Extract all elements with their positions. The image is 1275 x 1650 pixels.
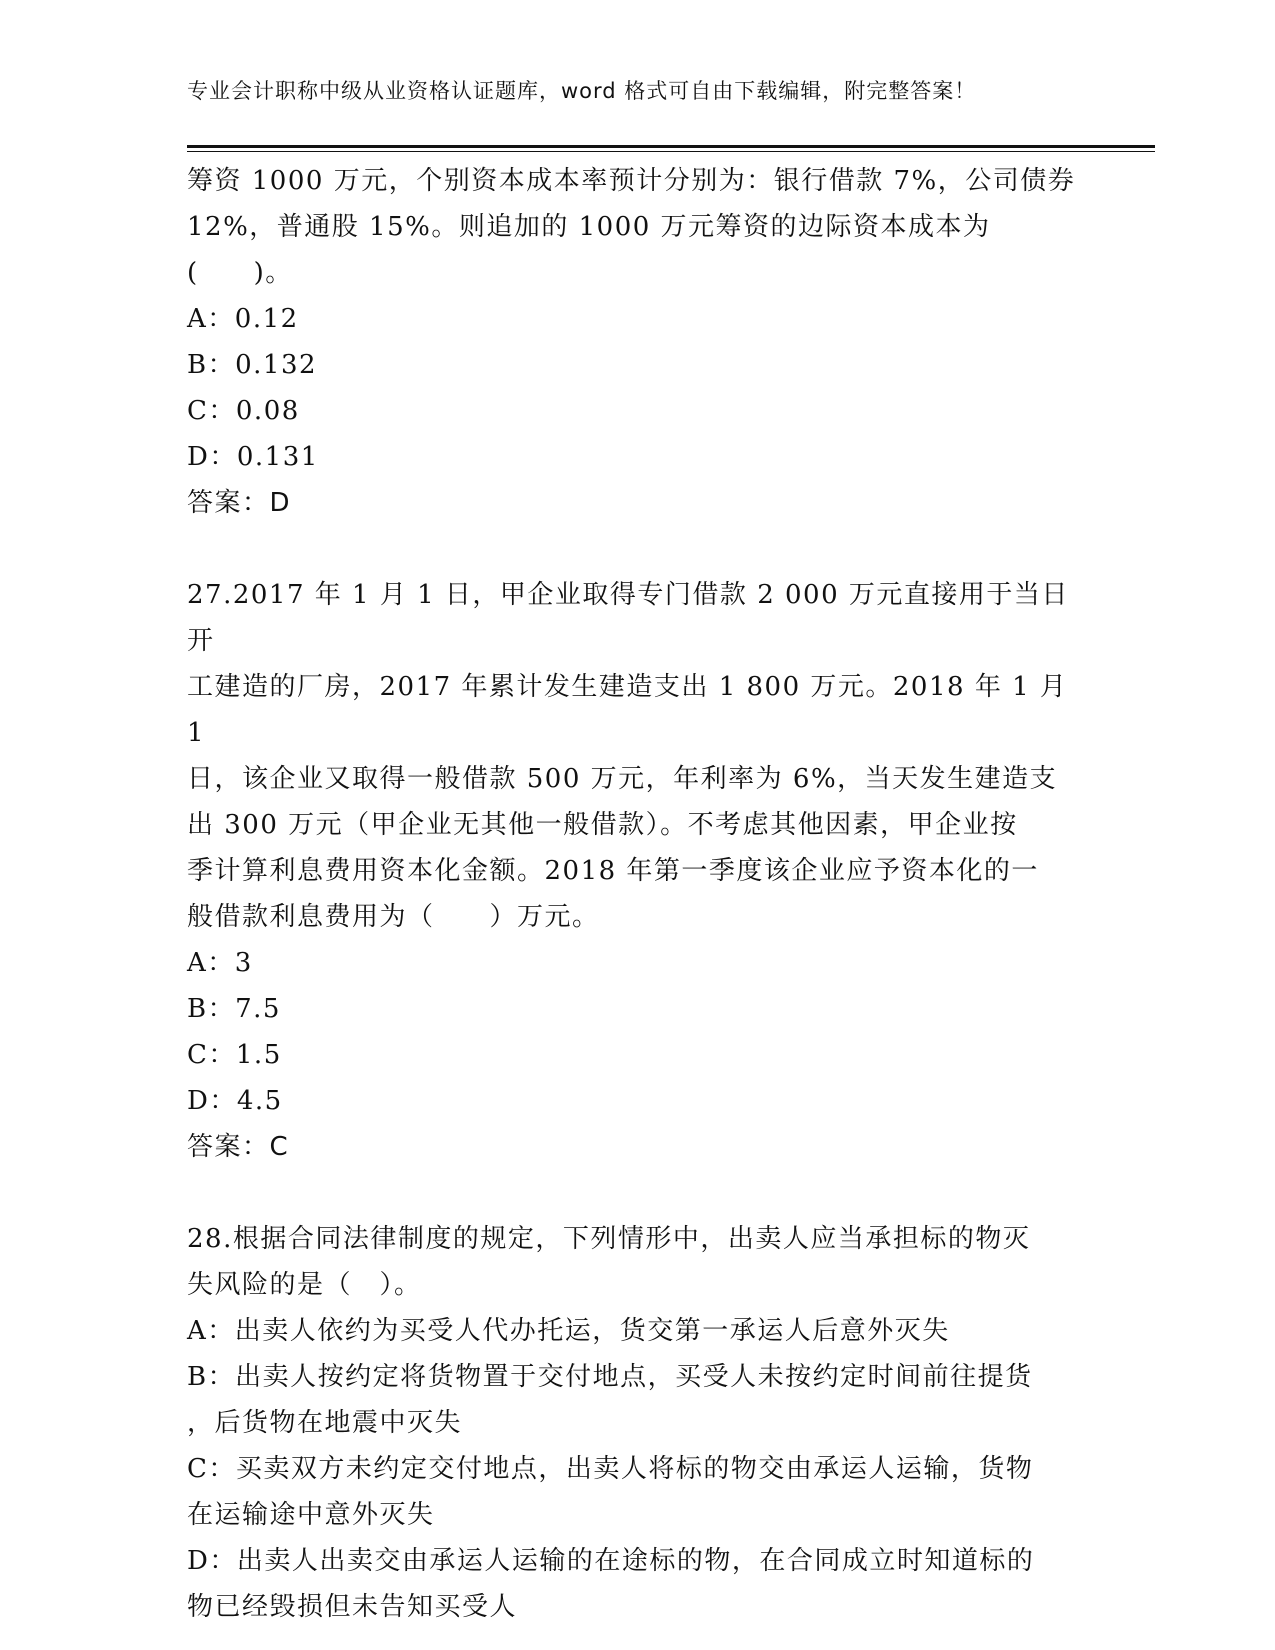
option-d: D：出卖人出卖交由承运人运输的在途标的物，在合同成立时知道标的: [187, 1546, 1035, 1576]
document-body: [187, 158, 1087, 1630]
option-d-continued: 物已经毁损但未告知买受人: [187, 1592, 518, 1622]
option-d: D：0.131: [187, 442, 319, 472]
question-text-line: 28.根据合同法律制度的规定，下列情形中，出卖人应当承担标的物灭: [187, 1224, 1031, 1254]
answer-line: 答案：D: [187, 488, 292, 518]
option-b: B：0.132: [187, 350, 318, 380]
option-c-continued: 在运输途中意外灭失: [187, 1500, 435, 1530]
option-b-continued: ，后货物在地震中灭失: [187, 1408, 463, 1438]
question-text-line: 12%，普通股 15%。则追加的 1000 万元筹资的边际资本成本为( )。: [187, 212, 991, 288]
question-text-line: 季计算利息费用资本化金额。2018 年第一季度该企业应予资本化的一: [187, 856, 1039, 886]
option-a: A：3: [187, 948, 253, 978]
option-c: C：0.08: [187, 396, 300, 426]
header-rule-thick: [187, 145, 1155, 148]
option-b: B：7.5: [187, 994, 281, 1024]
header-rule-thin: [187, 151, 1155, 152]
question-28: [187, 1216, 1087, 1630]
option-a: A：出卖人依约为买受人代办托运，货交第一承运人后意外灭失: [187, 1316, 950, 1346]
option-d: D：4.5: [187, 1086, 283, 1116]
question-text-line: 27.2017 年 1 月 1 日，甲企业取得专门借款 2 000 万元直接用于当日开: [187, 580, 1069, 656]
option-c: C：1.5: [187, 1040, 282, 1070]
question-text-line: 工建造的厂房，2017 年累计发生建造支出 1 800 万元。2018 年 1 月 1: [187, 672, 1068, 748]
question-text-line: 般借款利息费用为（ ）万元。: [187, 902, 600, 932]
question-26: [187, 158, 1087, 526]
spacer: [187, 1170, 1087, 1216]
question-text-line: 筹资 1000 万元，个别资本成本率预计分别为：银行借款 7%，公司债券: [187, 166, 1076, 196]
question-27: [187, 572, 1087, 1170]
question-text-line: 日，该企业又取得一般借款 500 万元，年利率为 6%，当天发生建造支: [187, 764, 1058, 794]
question-text-line: 出 300 万元（甲企业无其他一般借款）。不考虑其他因素，甲企业按: [187, 810, 1018, 840]
option-b: B：出卖人按约定将货物置于交付地点，买受人未按约定时间前往提货: [187, 1362, 1033, 1392]
spacer: [187, 526, 1087, 572]
option-c: C：买卖双方未约定交付地点，出卖人将标的物交由承运人运输，货物: [187, 1454, 1034, 1484]
question-text-line: 失风险的是（ ）。: [187, 1270, 422, 1300]
option-a: A：0.12: [187, 304, 299, 334]
page-header: 专业会计职称中级从业资格认证题库，word 格式可自由下载编辑，附完整答案！: [187, 79, 977, 103]
answer-line: 答案：C: [187, 1132, 290, 1162]
